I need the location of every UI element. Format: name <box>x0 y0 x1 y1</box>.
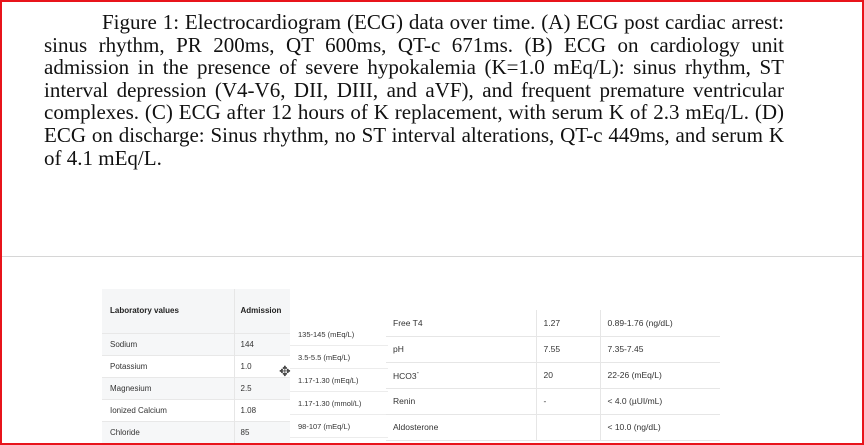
figure-caption: Figure 1: Electrocardiogram (ECG) data over time. (A) ECG post cardiac arrest: sinus rhythm, PR 200ms, QT 600ms, QT-c 671ms. (B) ECG on cardiology unit admission in the presence of severe hypokalemia (K=1.0 mEq/L): sinus rhythm, ST interval depression (V4-V6, DII, DIII, and aVF), and frequent premature ventricular complexes. (C) ECG after 12 hours of K replacement, with serum K of 2.3 mEq/L. (D) ECG on discharge: Sinus rhythm, no ST interval alterations, QT-c 449ms, and serum K of 4.1 mEq/L. <box>44 10 784 170</box>
reference-range: < 4.0 (µUI/mL) <box>600 388 720 414</box>
reference-range: 0.89-1.76 (ng/dL) <box>600 310 720 336</box>
reference-range: 7.35-7.45 <box>600 336 720 362</box>
column-header-laboratory-values: Laboratory values <box>102 289 234 333</box>
lab-name: Chloride <box>102 421 234 443</box>
reference-range: 1.17-1.30 (mmol/L) <box>290 392 388 415</box>
reference-range: < 10.0 (ng/dL) <box>600 414 720 440</box>
table-row <box>386 388 720 414</box>
laboratory-values-table <box>102 289 290 443</box>
lab-value: 7.55 <box>536 336 600 362</box>
table-row <box>102 377 290 399</box>
lab-name: Potassium <box>102 355 234 377</box>
move-cursor-icon: ✥ <box>279 363 291 379</box>
table-row <box>386 414 720 440</box>
column-header-admission: Admission <box>234 289 290 333</box>
table-row <box>102 333 290 355</box>
lab-name: Aldosterone <box>386 414 536 440</box>
lab-value: - <box>536 388 600 414</box>
reference-range: 98-107 (mEq/L) <box>290 415 388 438</box>
table-row <box>102 421 290 443</box>
reference-range: 3.5-5.5 (mEq/L) <box>290 346 388 369</box>
table-row <box>102 399 290 421</box>
reference-ranges-column <box>290 323 388 438</box>
lab-value: 1.08 <box>240 405 257 415</box>
lab-name: Free T4 <box>386 310 536 336</box>
lab-value: 20 <box>536 362 600 388</box>
lab-name: Magnesium <box>102 377 234 399</box>
lab-value: 85 <box>240 427 250 437</box>
table-row <box>102 355 290 377</box>
reference-range: 22-26 (mEq/L) <box>600 362 720 388</box>
table-row <box>386 336 720 362</box>
lab-name: Sodium <box>102 333 234 355</box>
lab-name: HCO3 <box>393 370 417 381</box>
table-row <box>386 310 720 336</box>
lab-value <box>536 414 600 440</box>
reference-range: 1.17-1.30 (mEq/L) <box>290 369 388 392</box>
additional-labs-table <box>386 310 720 441</box>
lab-value: 2.5 <box>240 383 252 393</box>
table-row <box>386 362 720 388</box>
lab-name: Renin <box>386 388 536 414</box>
table-header-row <box>102 289 290 333</box>
section-divider <box>2 256 862 257</box>
lab-name-hco3: HCO3- <box>386 362 536 388</box>
lab-value: 1.27 <box>536 310 600 336</box>
lab-value: 144 <box>240 339 254 349</box>
lab-name: pH <box>386 336 536 362</box>
lab-value: 1.0 <box>240 361 252 371</box>
reference-range: 135-145 (mEq/L) <box>290 323 388 346</box>
lab-name: Ionized Calcium <box>102 399 234 421</box>
